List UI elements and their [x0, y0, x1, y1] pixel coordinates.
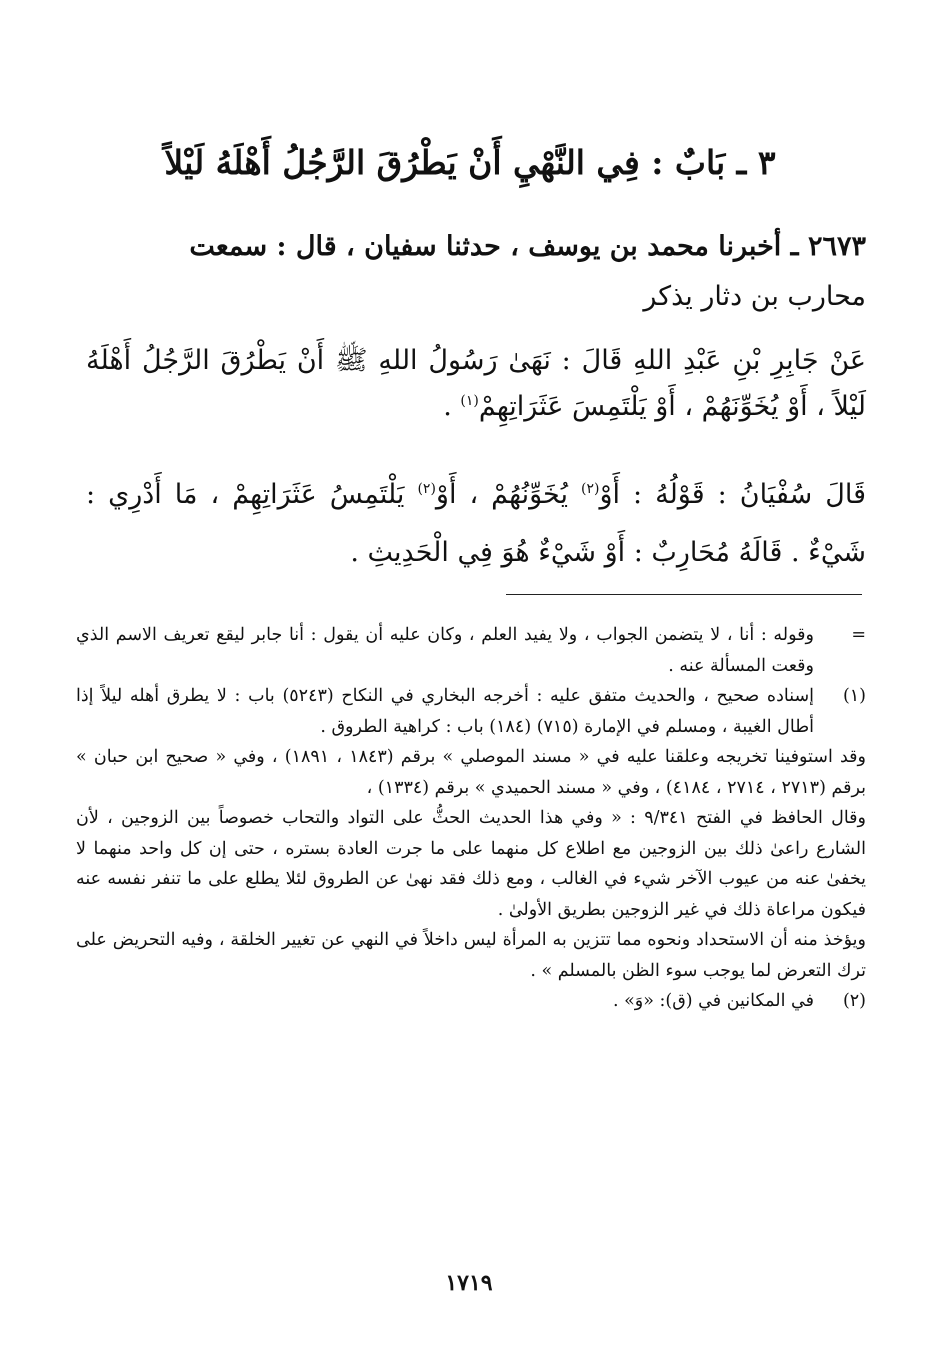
footnote-continuation-marker: = [851, 625, 866, 645]
footnote-continuation [76, 620, 866, 681]
hadith-matn [86, 338, 866, 430]
hadith-commentary [86, 466, 866, 582]
footnote-1-para-1: إسناده صحيح ، والحديث متفق عليه : أخرجه البخاري في النكاح (٥٢٤٣) باب : لا يطرق أهله ليلاً إذا أطال الغيبة ، ومسلم في الإمارة (٧١٥) (١٨٤) باب : كراهية الطروق . [76, 686, 814, 737]
footnote-2-text: في المكانين في (ق): «وَ» . [612, 991, 814, 1011]
page-number: ١٧١٩ [445, 1270, 493, 1296]
hadith-matn-text: عَنْ جَابِرِ بْنِ عَبْدِ اللهِ قَالَ : نَهَىٰ رَسُولُ اللهِ ﷺ أَنْ يَطْرُقَ الرَّجُلُ أَهْلَهُ لَيْلاً ، أَوْ يُخَوِّنَهُمْ ، أَوْ يَلْتَمِسَ عَثَرَاتِهِمْ [86, 345, 866, 422]
footnote-1-para-3: وقال الحافظ في الفتح ٩/٣٤١ : « وفي هذا الحديث الحثُّ على التواد والتحاب خصوصاً بين الزوجين ، لأن الشارع راعىٰ ذلك بين الزوجين مع اطلاع كل منهما على ما جرت العادة بستره ، حتى إن كل واحد منهما لا يخفىٰ عنه من عيوب الآخر شيء في الغالب ، ومع ذلك فقد نهىٰ عن الطروق لئلا يطلع على ما تنفر نفسه عنه فيكون مراعاة ذلك في غير الزوجين بطريق الأولىٰ . [76, 808, 866, 920]
footnotes [76, 620, 866, 1017]
hadith-isnad [86, 222, 866, 322]
footnote-continuation-text: وقوله : أنا ، لا يتضمن الجواب ، ولا يفيد العلم ، وكان عليه أن يقول : أنا جابر ليقع تعريف الاسم الذي وقعت المسألة عنه . [76, 625, 814, 676]
hadith-comment-part2: يُخَوِّنُهُمْ ، أَوْ [435, 479, 581, 510]
footnote-divider [506, 594, 862, 595]
footnote-ref-2a: (٢) [581, 481, 600, 497]
chapter-title: ٣ ـ بَابٌ : فِي النَّهْيِ أَنْ يَطْرُقَ الرَّجُلُ أَهْلَهُ لَيْلاً [164, 143, 776, 182]
hadith-comment-part3: يَلْتَمِسُ عَثَرَاتِهِمْ ، مَا أَدْرِي : شَيْءٌ . قَالَهُ مُحَارِبٌ : أَوْ شَيْءٌ هُوَ فِي الْحَدِيثِ . [86, 479, 866, 568]
footnote-ref-2b: (٢) [417, 481, 436, 497]
hadith-matn-end: . [443, 391, 461, 422]
footnote-2 [76, 986, 866, 1017]
hadith-isnad-lead: ٢٦٧٣ ـ أخبرنا محمد بن يوسف ، حدثنا سفيان ، قال : سمعت [189, 231, 866, 262]
hadith-comment-part1: قَالَ سُفْيَانُ : قَوْلُهُ : أَوْ [599, 479, 867, 510]
footnote-2-marker: (٢) [842, 991, 866, 1011]
footnote-1-marker: (١) [842, 686, 866, 706]
footnote-1-para-4: ويؤخذ منه أن الاستحداد ونحوه مما تتزين به المرأة ليس داخلاً في النهي عن تغيير الخلقة ، وفيه التحريض على ترك التعرض لما يوجب سوء الظن بالمسلم » . [76, 930, 866, 981]
hadith-isnad-tail: محارب بن دثار يذكر [643, 281, 866, 312]
footnote-1-para-2: وقد استوفينا تخريجه وعلقنا عليه في « مسند الموصلي » برقم (١٨٤٣ ، ١٨٩١) ، وفي « صحيح ابن حبان » برقم (٢٧١٣ ، ٢٧١٤ ، ٤١٨٤) ، وفي « مسند الحميدي » برقم (١٣٣٤) ، [76, 747, 866, 798]
footnote-1 [76, 681, 866, 986]
footnote-ref-1: (١) [460, 393, 479, 409]
